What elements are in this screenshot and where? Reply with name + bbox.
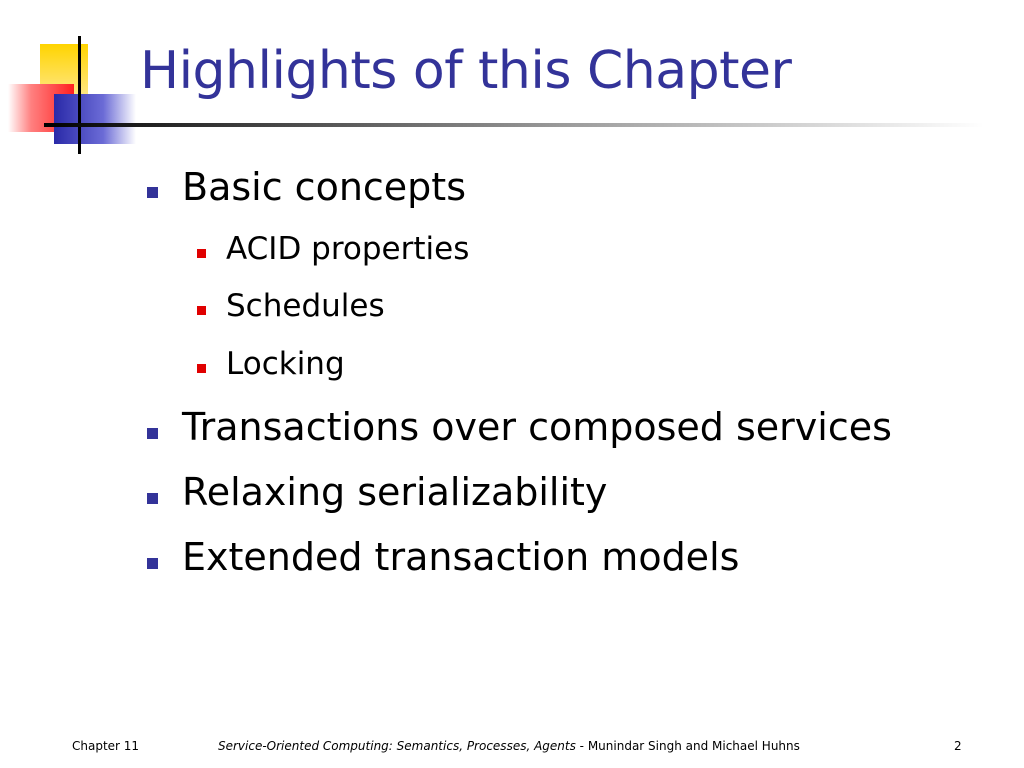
bullet-marker: [147, 428, 158, 439]
sub-bullet-marker: [197, 364, 206, 373]
bullet-item: Relaxing serializability: [182, 470, 608, 514]
slide-title: Highlights of this Chapter: [140, 41, 792, 101]
sub-bullet-item: Locking: [226, 346, 345, 382]
bullet-marker: [147, 493, 158, 504]
bullet-marker: [147, 187, 158, 198]
footer-chapter: Chapter 11: [72, 739, 140, 753]
footer-page-number: 2: [954, 739, 962, 753]
bullet-item: Basic concepts: [182, 165, 466, 209]
bullet-marker: [147, 558, 158, 569]
footer-book-title: Service-Oriented Computing: Semantics, Processes, Agents: [218, 739, 576, 753]
footer-authors: - Munindar Singh and Michael Huhns: [575, 739, 800, 753]
sub-bullet-item: ACID properties: [226, 231, 470, 267]
footer-citation: [218, 738, 800, 754]
sub-bullet-marker: [197, 306, 206, 315]
sub-bullet-item: Schedules: [226, 288, 385, 324]
sub-bullet-marker: [197, 249, 206, 258]
bullet-item: Transactions over composed services: [182, 405, 892, 449]
bullet-item: Extended transaction models: [182, 535, 740, 579]
